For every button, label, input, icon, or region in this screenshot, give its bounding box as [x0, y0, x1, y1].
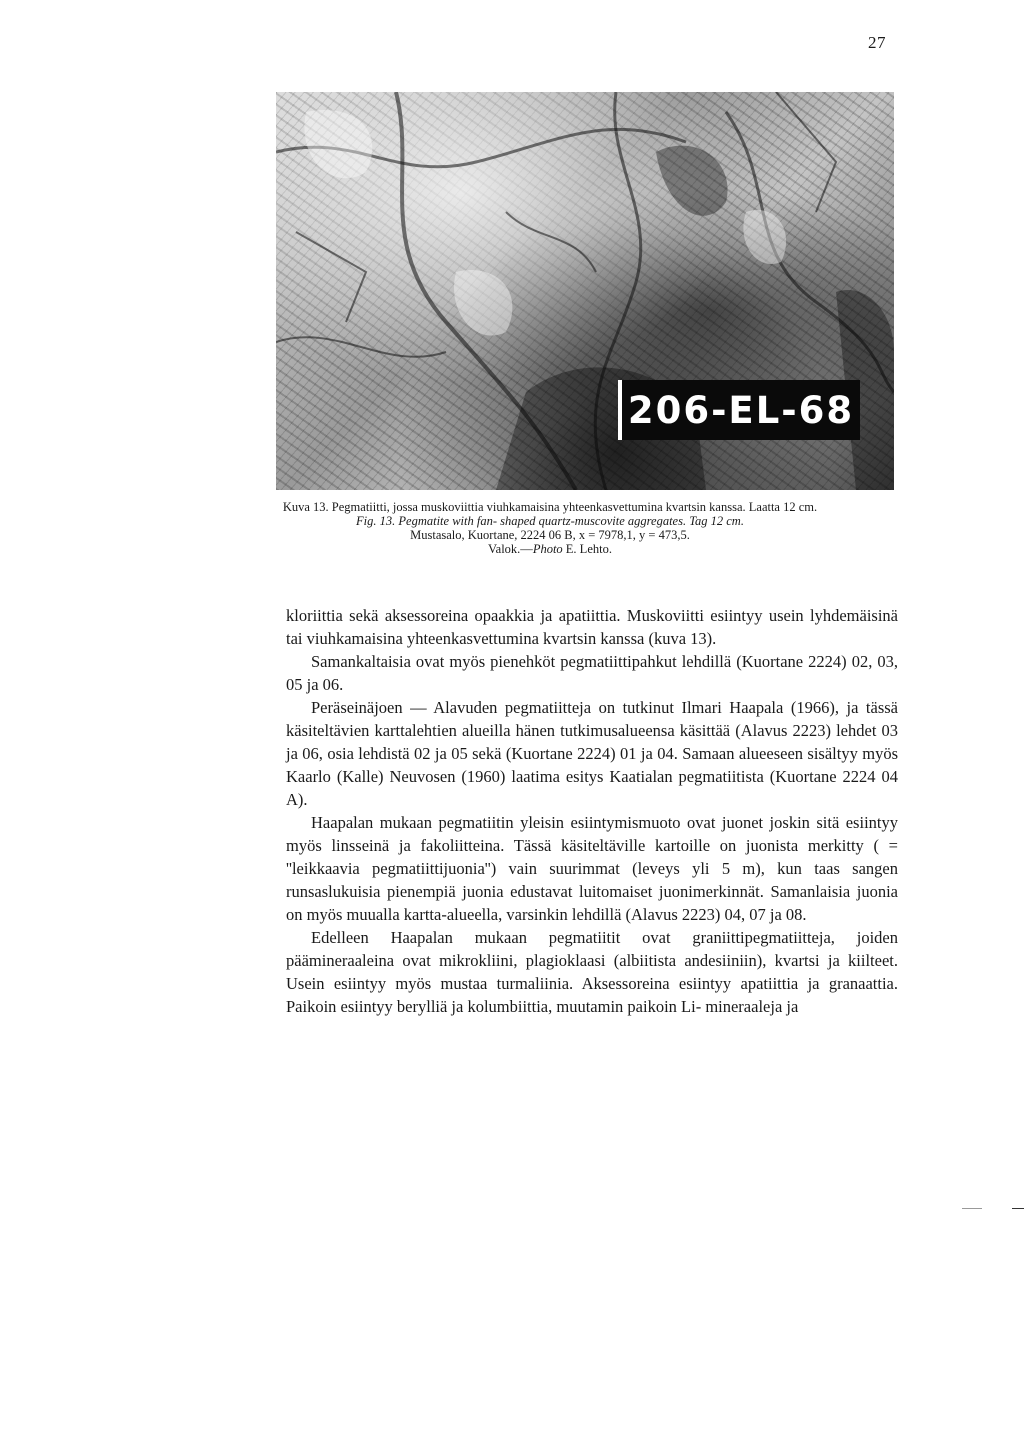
sample-tag-label: 206-EL-68: [618, 380, 860, 440]
caption-english: Fig. 13. Pegmatite with fan- shaped quartz-muscovite aggregates. Tag 12 cm.: [356, 514, 744, 528]
caption-finnish: Kuva 13. Pegmatiitti, jossa muskoviittia viuhkamaisina yhteenkasvettumina kvartsin kanssa. Laatta 12 cm.: [282, 500, 818, 514]
figure-caption: [200, 500, 900, 556]
paragraph-3: Peräseinäjoen — Alavuden pegmatiitteja on tutkinut Ilmari Haapala (1966), ja tässä käsiteltävien karttalehtien alueilla hänen tutkimusalueensa käsittää (Alavus 2223) lehdet 03 ja 06, osia lehdistä 02 ja 05 sekä (Kuortane 2224) 01 ja 04. Samaan alueeseen sisältyy myös Kaarlo (Kalle) Neuvosen (1960) laatima esitys Kaatialan pegmatiitista (Kuortane 2224 04 A).: [286, 698, 898, 809]
caption-photo-credit: [200, 542, 900, 556]
pegmatite-photo: [276, 92, 894, 490]
credit-photo-word: Photo: [532, 542, 563, 556]
paragraph-5: Edelleen Haapalan mukaan pegmatiitit ovat graniittipegmatiitteja, joiden päämineraaleina ovat mikrokliini, plagioklaasi (albiitista andesiiniin), kvartsi ja kiilteet. Usein esiintyy myös mustaa turmaliinia. Aksessoreina esiintyy apatiittia ja granaattia. Paikoin esiintyy berylliä ja kolumbiittia, muutamin paikoin Li- mineraaleja ja: [286, 928, 898, 1016]
paragraph-1: kloriittia sekä aksessoreina opaakkia ja apatiittia. Muskoviitti esiintyy usein lyhdemäisinä tai viuhkamaisina yhteenkasvettumina kvartsin kanssa (kuva 13).: [286, 606, 898, 648]
page-number: 27: [868, 33, 886, 52]
credit-prefix: Valok.—: [488, 542, 533, 556]
paragraph-2: Samankaltaisia ovat myös pienehköt pegmatiittipahkut lehdillä (Kuortane 2224) 02, 03, 05 ja 06.: [286, 652, 898, 694]
credit-name: E. Lehto.: [562, 542, 612, 556]
caption-location: Mustasalo, Kuortane, 2224 06 B, x = 7978,1, y = 473,5.: [410, 528, 690, 542]
body-text: [286, 604, 898, 1018]
scan-artifact: [1012, 1208, 1024, 1209]
paragraph-4: Haapalan mukaan pegmatiitin yleisin esiintymismuoto ovat juonet joskin sitä esiintyy myös linsseinä ja fakoliitteina. Tässä käsiteltäville kartoille on juonista merkitty ( = ''leikkaavia pegmatiittijuonia'') vain suurimmat (leveys yli 5 m), kun taas sangen runsaslukuisia pienempiä juonia edustavat luitomaiset juonimerkinnät. Samanlaisia juonia on myös muualla kartta-alueella, varsinkin lehdillä (Alavus 2223) 04, 07 ja 08.: [286, 813, 898, 924]
scan-artifact: [962, 1208, 982, 1209]
